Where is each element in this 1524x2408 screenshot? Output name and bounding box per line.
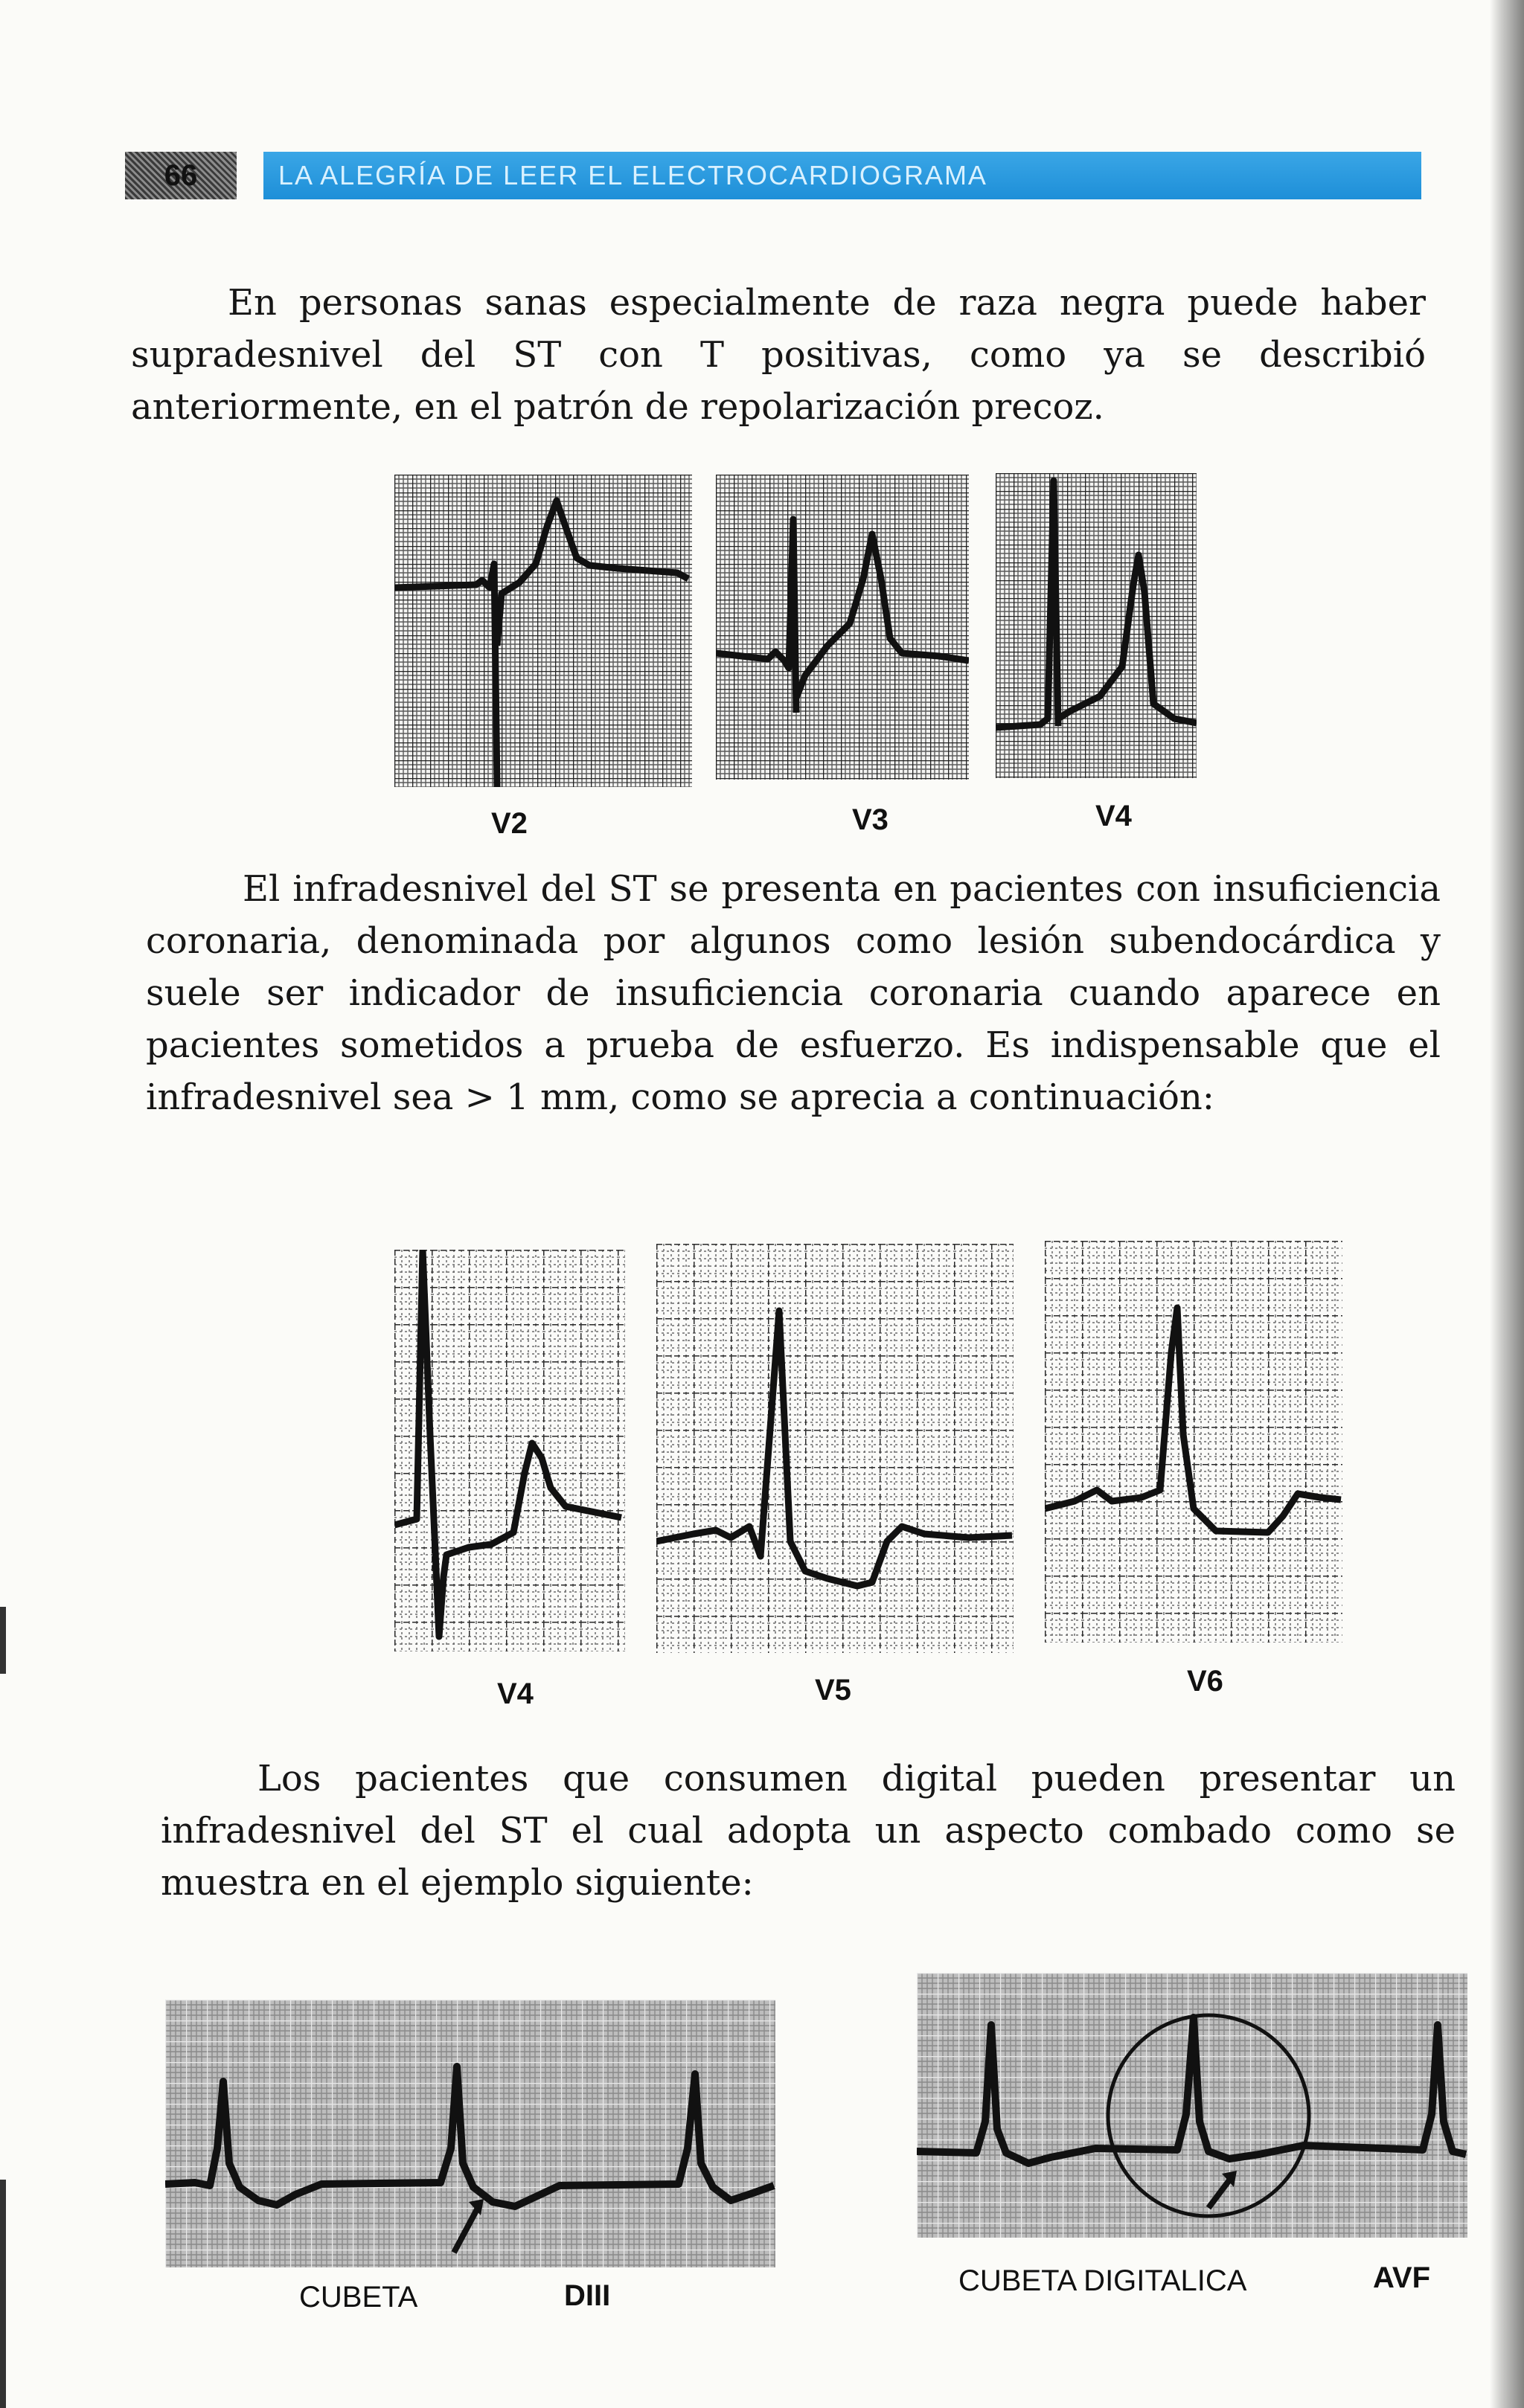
lead-label-avf: AVF <box>1373 2261 1431 2294</box>
page-number: 66 <box>125 152 237 199</box>
lead-label-v5-depression: V5 <box>815 1674 851 1707</box>
paragraph-1-text: En personas sanas especialmente de raza negra puede haber supradesnivel del ST con T positivas, como ya se describió anteriormente, en el patrón de repolarización precoz. <box>131 282 1426 428</box>
lead-label-v2: V2 <box>491 807 528 840</box>
ecg-strip-v2 <box>394 475 692 787</box>
paragraph-2 <box>146 863 1441 1123</box>
paragraph-3-text: Los pacientes que consumen digital pueden presentar un infradesnivel del ST el cual adopta un aspecto combado como se muestra en el ejemplo siguiente: <box>161 1758 1456 1904</box>
ecg-strip-diii-cubeta <box>165 2000 775 2267</box>
ecg-strip-v4 <box>996 473 1197 778</box>
ecg-strip-v6-depression <box>1045 1241 1342 1643</box>
running-title: LA ALEGRÍA DE LEER EL ELECTROCARDIOGRAMA <box>263 152 1421 199</box>
lead-label-v3: V3 <box>852 803 889 836</box>
caption-cubeta-digitalica: CUBETA DIGITALICA <box>958 2264 1247 2297</box>
ecg-strip-v5-depression <box>656 1244 1014 1653</box>
lead-label-diii: DIII <box>564 2279 611 2312</box>
caption-cubeta: CUBETA <box>299 2281 418 2314</box>
lead-label-v4: V4 <box>1095 800 1132 832</box>
paragraph-3 <box>161 1753 1456 1909</box>
binding-mark <box>0 2180 6 2408</box>
ecg-strip-v4-depression <box>394 1250 625 1651</box>
lead-label-v4-depression: V4 <box>497 1677 534 1710</box>
ecg-strip-avf-cubeta-digitalica <box>917 1973 1467 2238</box>
binding-mark <box>0 1607 6 1674</box>
lead-label-v6-depression: V6 <box>1187 1665 1223 1698</box>
paragraph-1 <box>131 277 1426 433</box>
paragraph-2-text: El infradesnivel del ST se presenta en pacientes con insuficiencia coronaria, denominada por algunos como lesión subendocárdica y suele ser indicador de insuficiencia coronaria cuando aparece en pacientes sometidos a prueba de esfuerzo. Es indispensable que el infradesnivel sea > 1 mm, como se aprecia a continuación: <box>146 868 1441 1118</box>
page-edge-shadow <box>1490 0 1524 2408</box>
page-header <box>125 152 1421 199</box>
ecg-strip-v3 <box>716 475 969 780</box>
